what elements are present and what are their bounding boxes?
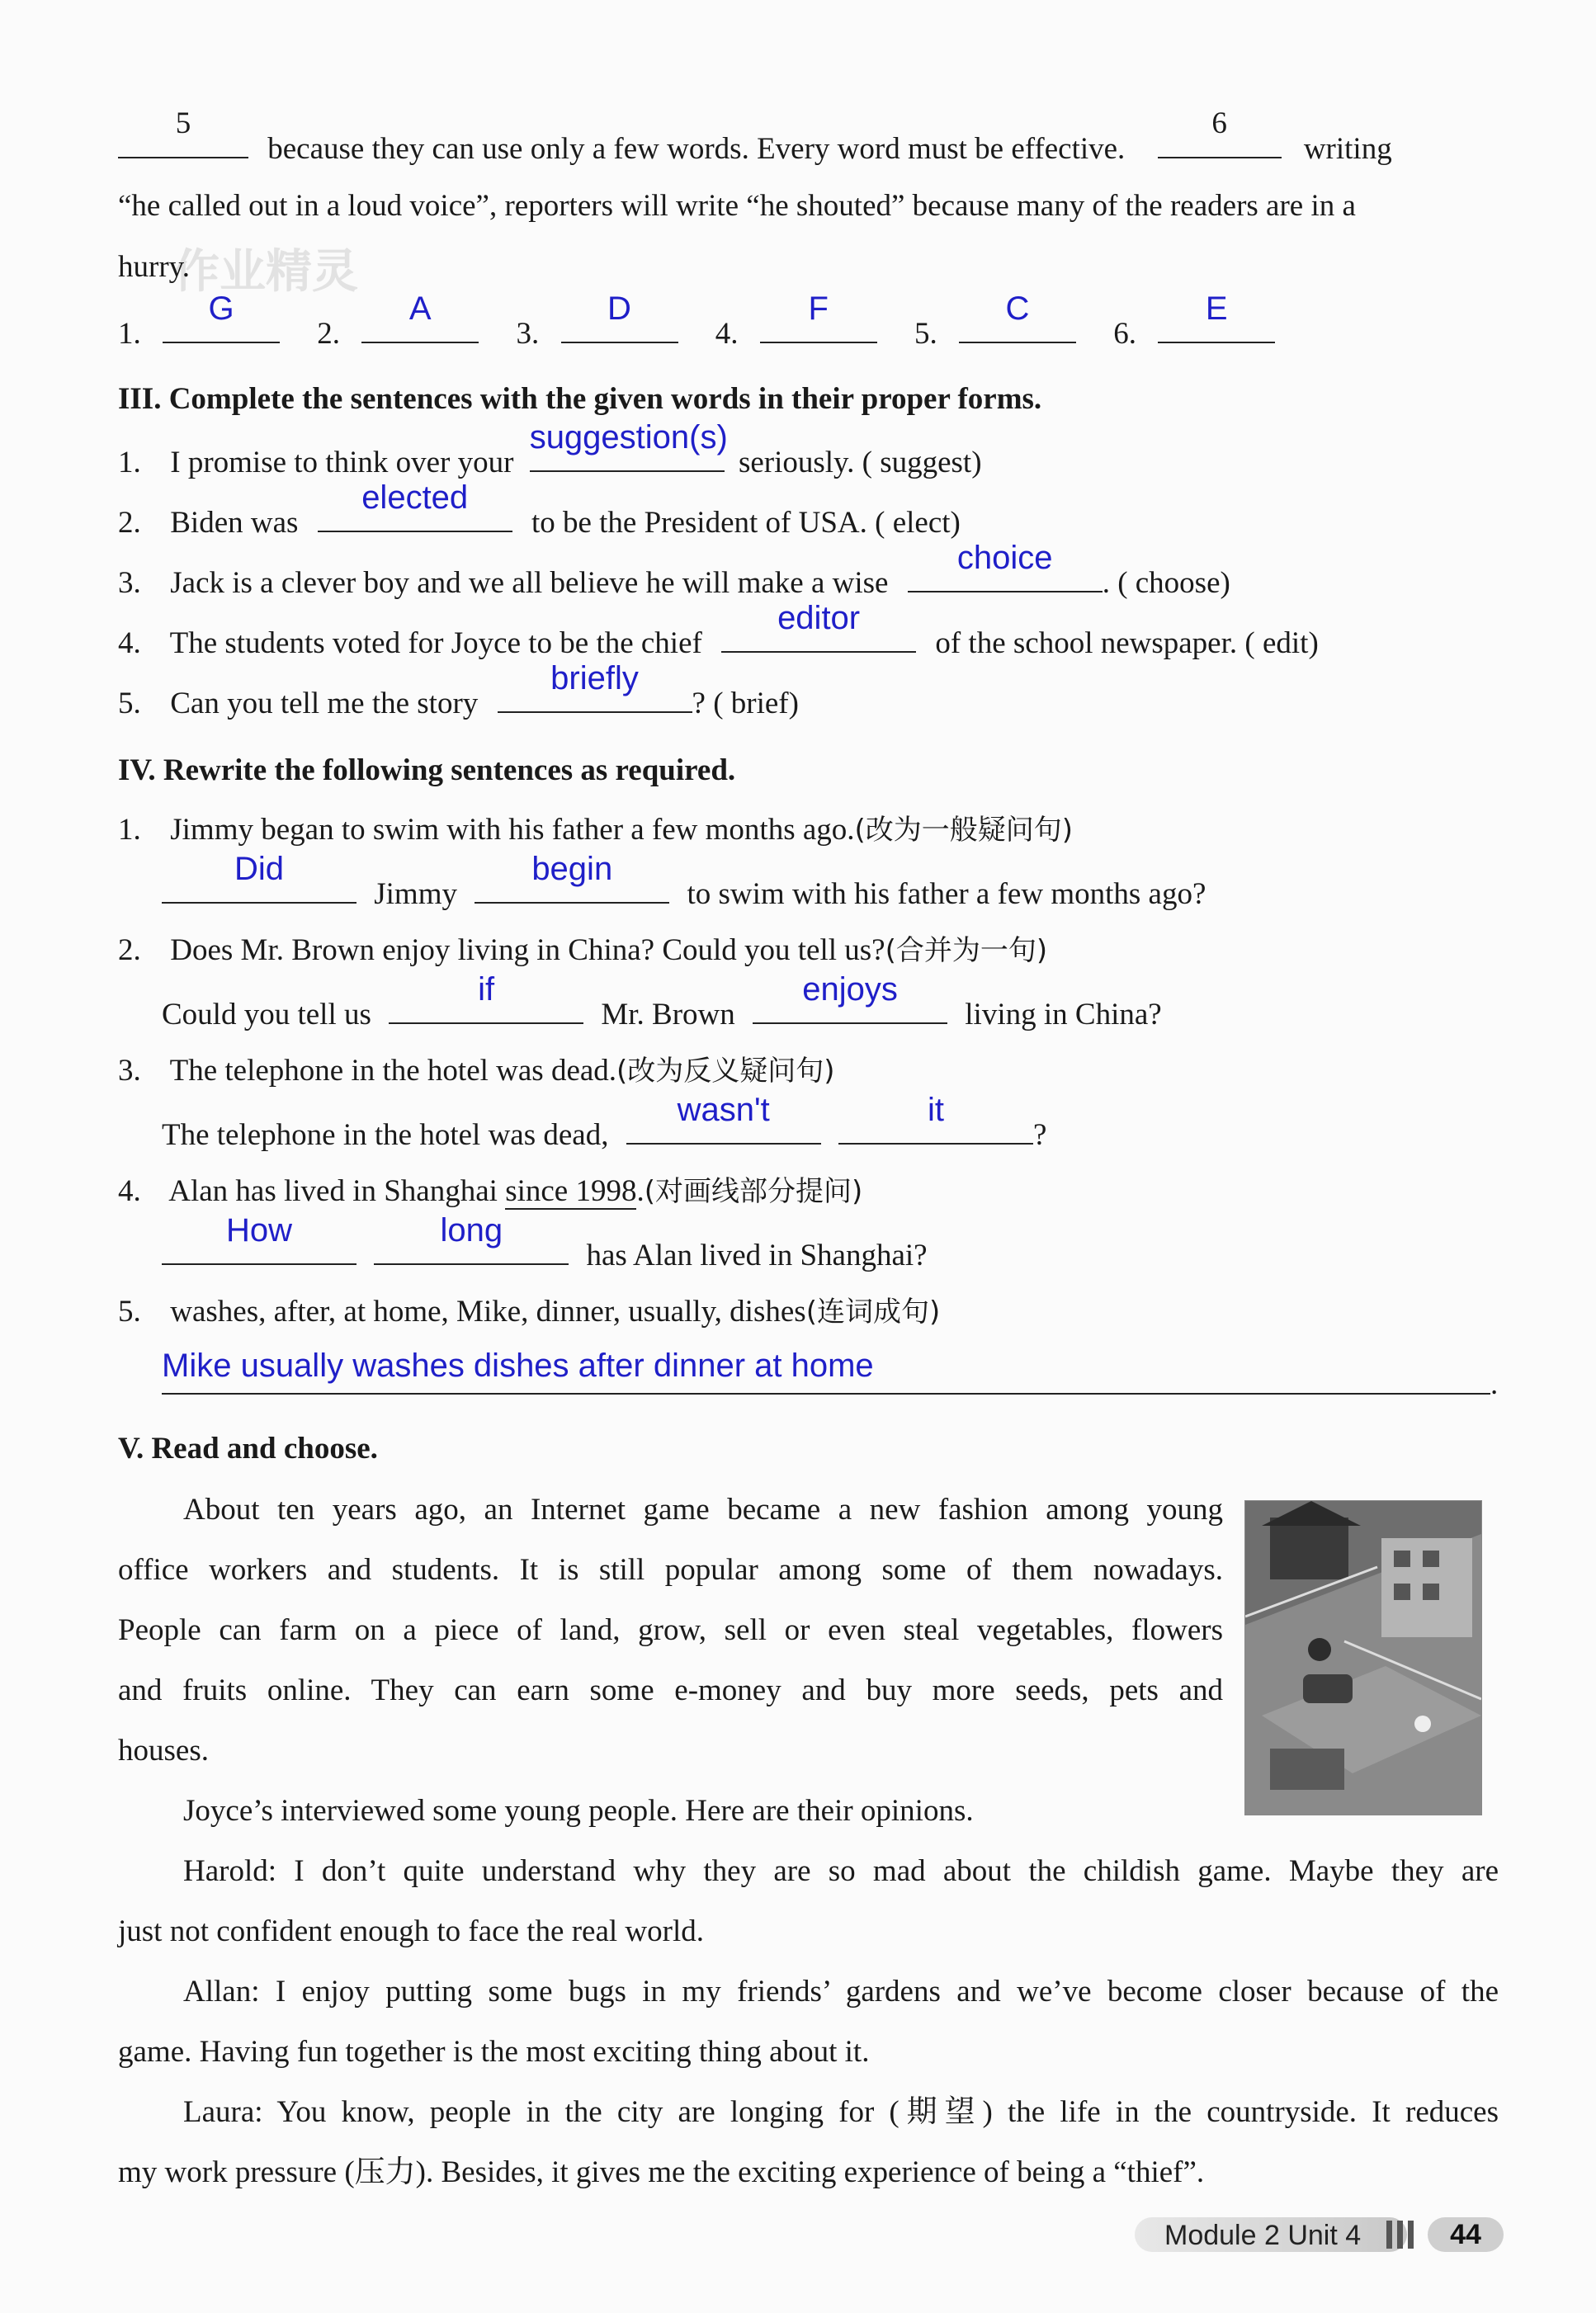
- s4-q2-answer: Could you tell us if Mr. Brown enjoys living in China?: [162, 971, 1162, 1031]
- section-3-heading: III. Complete the sentences with the given words in their proper forms.: [118, 382, 1042, 416]
- s4-q2-blank-1: if: [389, 989, 583, 1024]
- s3-item-4: 4. The students voted for Joyce to be the chief editor of the school newspaper. ( edit): [118, 600, 1319, 660]
- s4-q5-answer: Mike usually washes dishes after dinner at home: [162, 1348, 874, 1384]
- answer-blank-5: C: [959, 309, 1076, 343]
- s5-p5-l1: Laura: You know, people in the city are longing for (期望) the life in the countryside. It reduces: [183, 2095, 1499, 2129]
- answers-row: 1. G 2. A 3. D 4. F 5. C 6. E: [118, 309, 1275, 356]
- s3-item-3: 3. Jack is a clever boy and we all believe he will make a wise choice . ( choose): [118, 540, 1230, 600]
- s3-item-5: 5. Can you tell me the story briefly ? ( brief): [118, 660, 799, 720]
- s3-blank-5: briefly: [498, 678, 692, 713]
- s4-q1: 1. Jimmy began to swim with his father a few months ago.(改为一般疑问句): [118, 813, 1074, 847]
- underlined-phrase: since 1998: [505, 1174, 637, 1208]
- s4-q5: 5. washes, after, at home, Mike, dinner, usually, dishes(连词成句): [118, 1295, 941, 1329]
- farm-game-illustration: [1245, 1501, 1481, 1815]
- s4-q3-answer: The telephone in the hotel was dead, wasn't it ?: [162, 1092, 1047, 1152]
- s4-q1-answer: Did Jimmy begin to swim with his father a few months ago?: [162, 869, 1206, 916]
- blank-5: 5: [118, 124, 248, 158]
- passage-line-2: “he called out in a loud voice”, reporters will write “he shouted” because many of the readers are in a: [118, 189, 1356, 223]
- s5-p1-l3: People can farm on a piece of land, grow, sell or even steal vegetables, flowers: [118, 1613, 1223, 1647]
- s5-p3-l2: just not confident enough to face the real world.: [118, 1914, 704, 1948]
- s5-p4-l2: game. Having fun together is the most exciting thing about it.: [118, 2035, 870, 2069]
- s5-p2: Joyce’s interviewed some young people. Here are their opinions.: [183, 1794, 974, 1828]
- watermark: 作业精灵: [173, 245, 358, 299]
- section-5-heading: V. Read and choose.: [118, 1432, 378, 1466]
- s4-q4-answer: How long has Alan lived in Shanghai?: [162, 1230, 928, 1277]
- divider-bars: [1386, 2221, 1419, 2253]
- s4-q2: 2. Does Mr. Brown enjoy living in China? Could you tell us?(合并为一句): [118, 933, 1048, 967]
- s5-p1-l4: and fruits online. They can earn some e-money and buy more seeds, pets and: [118, 1673, 1223, 1707]
- s3-blank-2: elected: [318, 498, 512, 532]
- s5-p3-l1: Harold: I don’t quite understand why they are so mad about the childish game. Maybe they are: [183, 1854, 1499, 1888]
- s4-q4-blank-2: long: [374, 1230, 569, 1265]
- answer-blank-6: E: [1158, 309, 1275, 343]
- s4-q1-blank-2: begin: [475, 869, 669, 904]
- s4-q3-blank-2: it: [838, 1110, 1033, 1145]
- s5-p5-l2: my work pressure (压力). Besides, it gives me the exciting experience of being a “thief”.: [118, 2155, 1205, 2189]
- answer-blank-2: A: [361, 309, 479, 343]
- blank-6: 6: [1158, 124, 1282, 158]
- s5-p1-l2: office workers and students. It is still popular among some of them nowadays.: [118, 1553, 1223, 1587]
- answer-blank-3: D: [561, 309, 678, 343]
- s4-q4: 4. Alan has lived in Shanghai since 1998.(对画线部分提问): [118, 1174, 863, 1208]
- page-number: 44: [1428, 2217, 1504, 2252]
- s3-item-2: 2. Biden was elected to be the President of USA. ( elect): [118, 479, 961, 540]
- farm-game-screenshot-image: [1244, 1500, 1482, 1815]
- section-4-heading: IV. Rewrite the following sentences as required.: [118, 753, 736, 787]
- answer-blank-4: F: [760, 309, 877, 343]
- module-label: Module 2 Unit 4: [1164, 2220, 1362, 2251]
- s3-blank-3: choice: [908, 558, 1103, 592]
- answer-blank-1: G: [163, 309, 280, 343]
- s5-p1-l1: About ten years ago, an Internet game became a new fashion among young: [183, 1493, 1223, 1527]
- page-footer: [1135, 2214, 1514, 2255]
- s4-q3: 3. The telephone in the hotel was dead.(改为反义疑问句): [118, 1054, 835, 1088]
- passage-line-1: 5 because they can use only a few words. Every word must be effective. 6 writing: [118, 124, 1513, 171]
- s4-q2-blank-2: enjoys: [753, 989, 947, 1024]
- s4-q3-blank-1: wasn't: [626, 1110, 821, 1145]
- s3-blank-1: suggestion(s): [530, 437, 725, 472]
- s4-q1-blank-1: Did: [162, 869, 357, 904]
- s4-q5-line: [162, 1393, 1490, 1395]
- s4-q5-period: .: [1490, 1367, 1499, 1401]
- s5-p1-l5: houses.: [118, 1734, 209, 1768]
- s4-q4-blank-1: How: [162, 1230, 357, 1265]
- s3-item-1: 1. I promise to think over your suggestion(s) seriously. ( suggest): [118, 419, 982, 479]
- passage-line-3: hurry.: [118, 250, 190, 284]
- s3-blank-4: editor: [721, 618, 916, 653]
- s5-p4-l1: Allan: I enjoy putting some bugs in my friends’ gardens and we’ve become closer because of the: [183, 1975, 1499, 2009]
